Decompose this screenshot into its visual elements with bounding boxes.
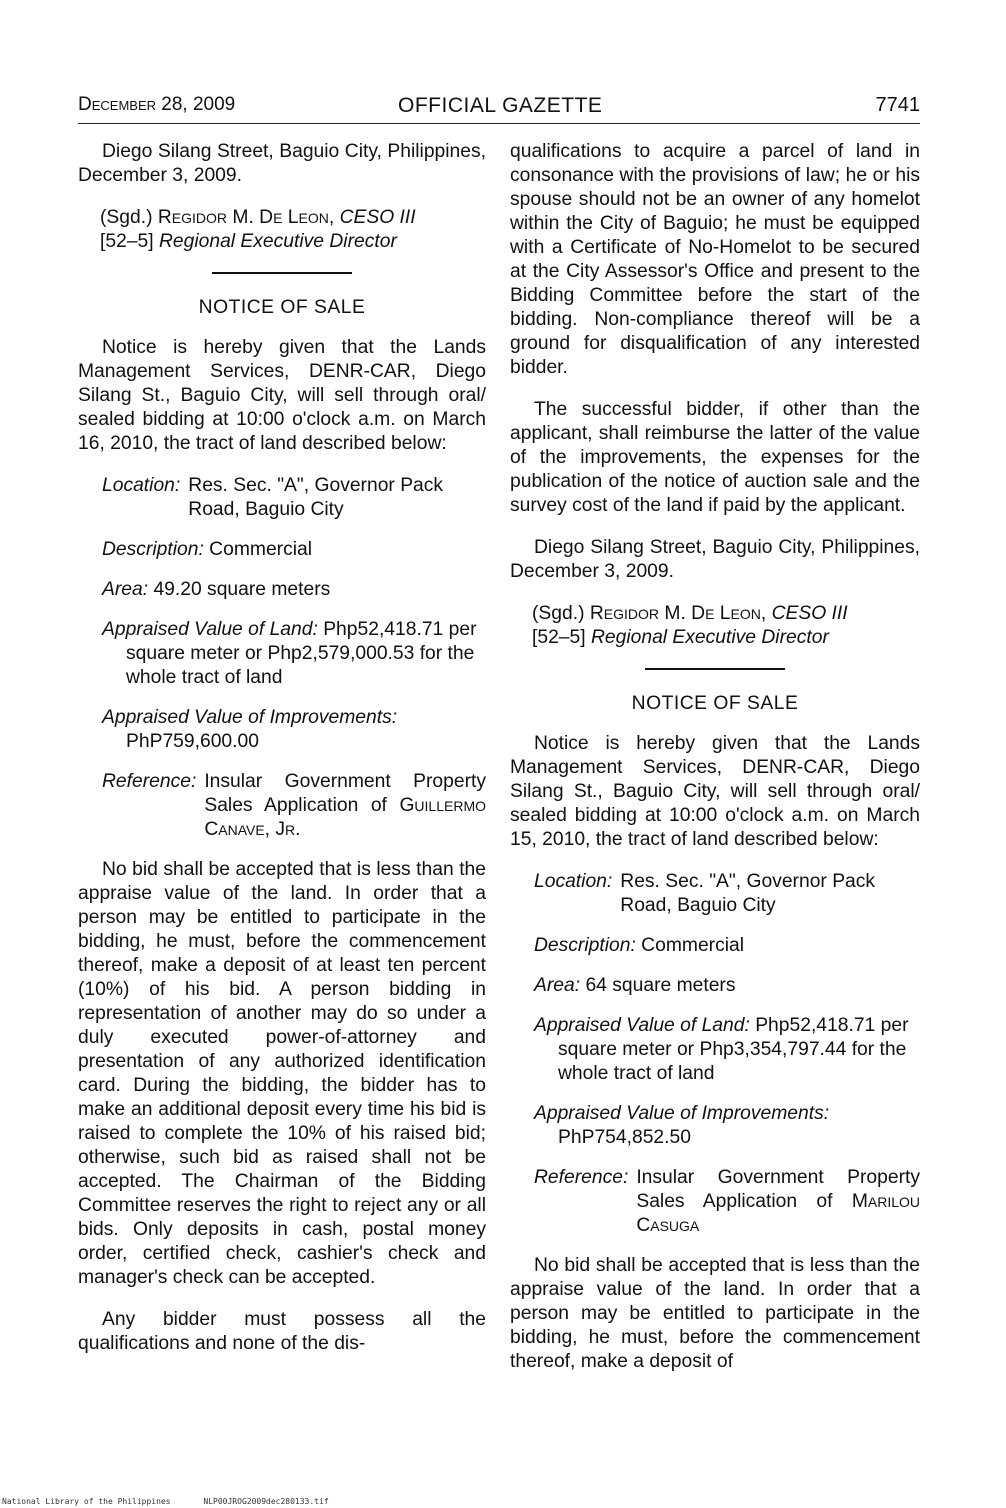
closing-text: Diego Silang Street, Baguio City, Philippines, December 3, 2009. — [78, 141, 486, 186]
successful-bidder-paragraph: The successful bidder, if other than the applicant, shall reimburse the latter of the value of the improvements, the expenses for the publication of the notice of auction sale and the survey cost of the land if paid by the applicant. — [510, 399, 920, 516]
applicant-name: Marilou Casuga — [636, 1191, 921, 1236]
location-field — [534, 870, 920, 918]
area-value: 49.20 square meters — [153, 579, 331, 600]
reference-text: Insular Government Property Sales Application of — [636, 1167, 920, 1212]
improvements-field — [534, 1102, 920, 1150]
issue-date: December 28, 2009 — [78, 94, 236, 115]
description-label: Description: — [102, 539, 204, 560]
land-value-value: Php52,418.71 per square meter or Php2,579,000.53 for the whole tract of land — [126, 619, 477, 688]
location-value: Res. Sec. "A", Governor Pack Road, Baguio City — [188, 475, 444, 520]
page-header — [78, 92, 920, 126]
reference-field — [102, 770, 486, 842]
reference-label: Reference: — [534, 1167, 629, 1188]
reference-value — [204, 770, 486, 842]
area-field — [102, 578, 486, 602]
description-value: Commercial — [209, 539, 313, 560]
signatory-rank: CESO III — [771, 603, 848, 624]
signature-block — [532, 602, 920, 650]
land-value-label: Appraised Value of Land: — [534, 1015, 750, 1036]
signature-ref: [52–5] — [532, 627, 586, 648]
scan-footer — [2, 1497, 357, 1506]
signatory-rank: CESO III — [339, 207, 416, 228]
improvements-label: Appraised Value of Improvements: — [102, 707, 398, 728]
notice-title: NOTICE OF SALE — [198, 297, 366, 318]
location-label: Location: — [534, 871, 613, 892]
land-value-label: Appraised Value of Land: — [102, 619, 318, 640]
signatory-name: Regidor M. De Leon, — [589, 603, 767, 624]
description-field — [534, 934, 920, 958]
header-rule — [78, 123, 920, 124]
page-number: 7741 — [875, 94, 920, 116]
improvements-value: PhP759,600.00 — [126, 731, 259, 752]
description-value: Commercial — [641, 935, 745, 956]
no-bid-paragraph: No bid shall be accepted that is less than the appraise value of the land. In order that a person may be entitled to participate in the bidding, he must, before the commencement thereof, make a deposit of at least ten percent (10%) of his bid. A person bidding in representation of another may do so under a duly executed power-of-attorney and presentation of any authorized identification card. During the bidding, the bidder has to make an additional deposit every time his bid is raised to complete the 10% of his raised bid; otherwise, such bid as raised shall not be accepted. The Chairman of the Bidding Committee reserves the right to reject any or all bids. Only deposits in cash, postal money order, certified check, cashier's check and manager's check can be accepted. — [78, 859, 486, 1288]
left-column — [78, 140, 486, 1374]
sgd-label: (Sgd.) — [532, 603, 585, 624]
notice-title: NOTICE OF SALE — [631, 693, 799, 714]
land-value-field — [534, 1014, 920, 1086]
land-value-value: Php52,418.71 per square meter or Php3,354,797.44 for the whole tract of land — [558, 1015, 909, 1084]
any-bidder-paragraph: Any bidder must possess all the qualifications and none of the dis- — [78, 1309, 486, 1354]
section-divider — [645, 668, 785, 670]
area-field — [534, 974, 920, 998]
notice-intro: Notice is hereby given that the Lands Management Services, DENR-CAR, Diego Silang St., Baguio City, will sell through oral/ sealed bidding at 10:00 o'clock a.m. on March 16, 2010, the tract of land described below: — [78, 337, 486, 454]
section-divider — [212, 272, 352, 274]
area-value: 64 square meters — [585, 975, 736, 996]
signature-ref: [52–5] — [100, 231, 154, 252]
right-column — [510, 140, 920, 1392]
reference-text: Insular Government Property Sales Application of — [204, 771, 486, 816]
signatory-position: Regional Executive Director — [158, 231, 397, 252]
library-credit: National Library of the Philippines — [2, 1497, 171, 1506]
no-bid-paragraph: No bid shall be accepted that is less than the appraise value of the land. In order that a person may be entitled to participate in the bidding, he must, before the commencement thereof, make a deposit of — [510, 1255, 920, 1372]
reference-value — [636, 1166, 920, 1238]
continued-paragraph: qualifications to acquire a parcel of land in consonance with the provisions of law; he or his spouse should not be an owner of any homelot within the City of Baguio; he must be equipped with a Certificate of No-Homelot to be secured at the City Assessor's Office and present to the Bidding Committee before the start of the bidding. Non-compliance thereof will be a ground for disqualification of any interested bidder. — [510, 141, 920, 378]
reference-label: Reference: — [102, 771, 197, 792]
signatory-name: Regidor M. De Leon, — [157, 207, 335, 228]
signatory-position: Regional Executive Director — [590, 627, 829, 648]
description-label: Description: — [534, 935, 636, 956]
location-value: Res. Sec. "A", Governor Pack Road, Baguio City — [620, 871, 876, 916]
sgd-label: (Sgd.) — [100, 207, 153, 228]
reference-field — [534, 1166, 920, 1238]
location-field — [102, 474, 486, 522]
improvements-label: Appraised Value of Improvements: — [534, 1103, 830, 1124]
improvements-value: PhP754,852.50 — [558, 1127, 691, 1148]
improvements-field — [102, 706, 486, 754]
publication-title: OFFICIAL GAZETTE — [398, 94, 603, 117]
signature-block — [100, 206, 486, 254]
area-label: Area: — [534, 975, 581, 996]
area-label: Area: — [102, 579, 149, 600]
location-label: Location: — [102, 475, 181, 496]
description-field — [102, 538, 486, 562]
notice-intro: Notice is hereby given that the Lands Management Services, DENR-CAR, Diego Silang St., Baguio City, will sell through oral/ sealed bidding at 10:00 o'clock a.m. on March 15, 2010, the tract of land described below: — [510, 733, 920, 850]
scan-filename: NLP00JROG2009dec280133.tif — [203, 1497, 329, 1506]
applicant-name: Guillermo Canave, Jr. — [204, 795, 487, 840]
closing-text: Diego Silang Street, Baguio City, Philippines, December 3, 2009. — [510, 537, 920, 582]
land-value-field — [102, 618, 486, 690]
